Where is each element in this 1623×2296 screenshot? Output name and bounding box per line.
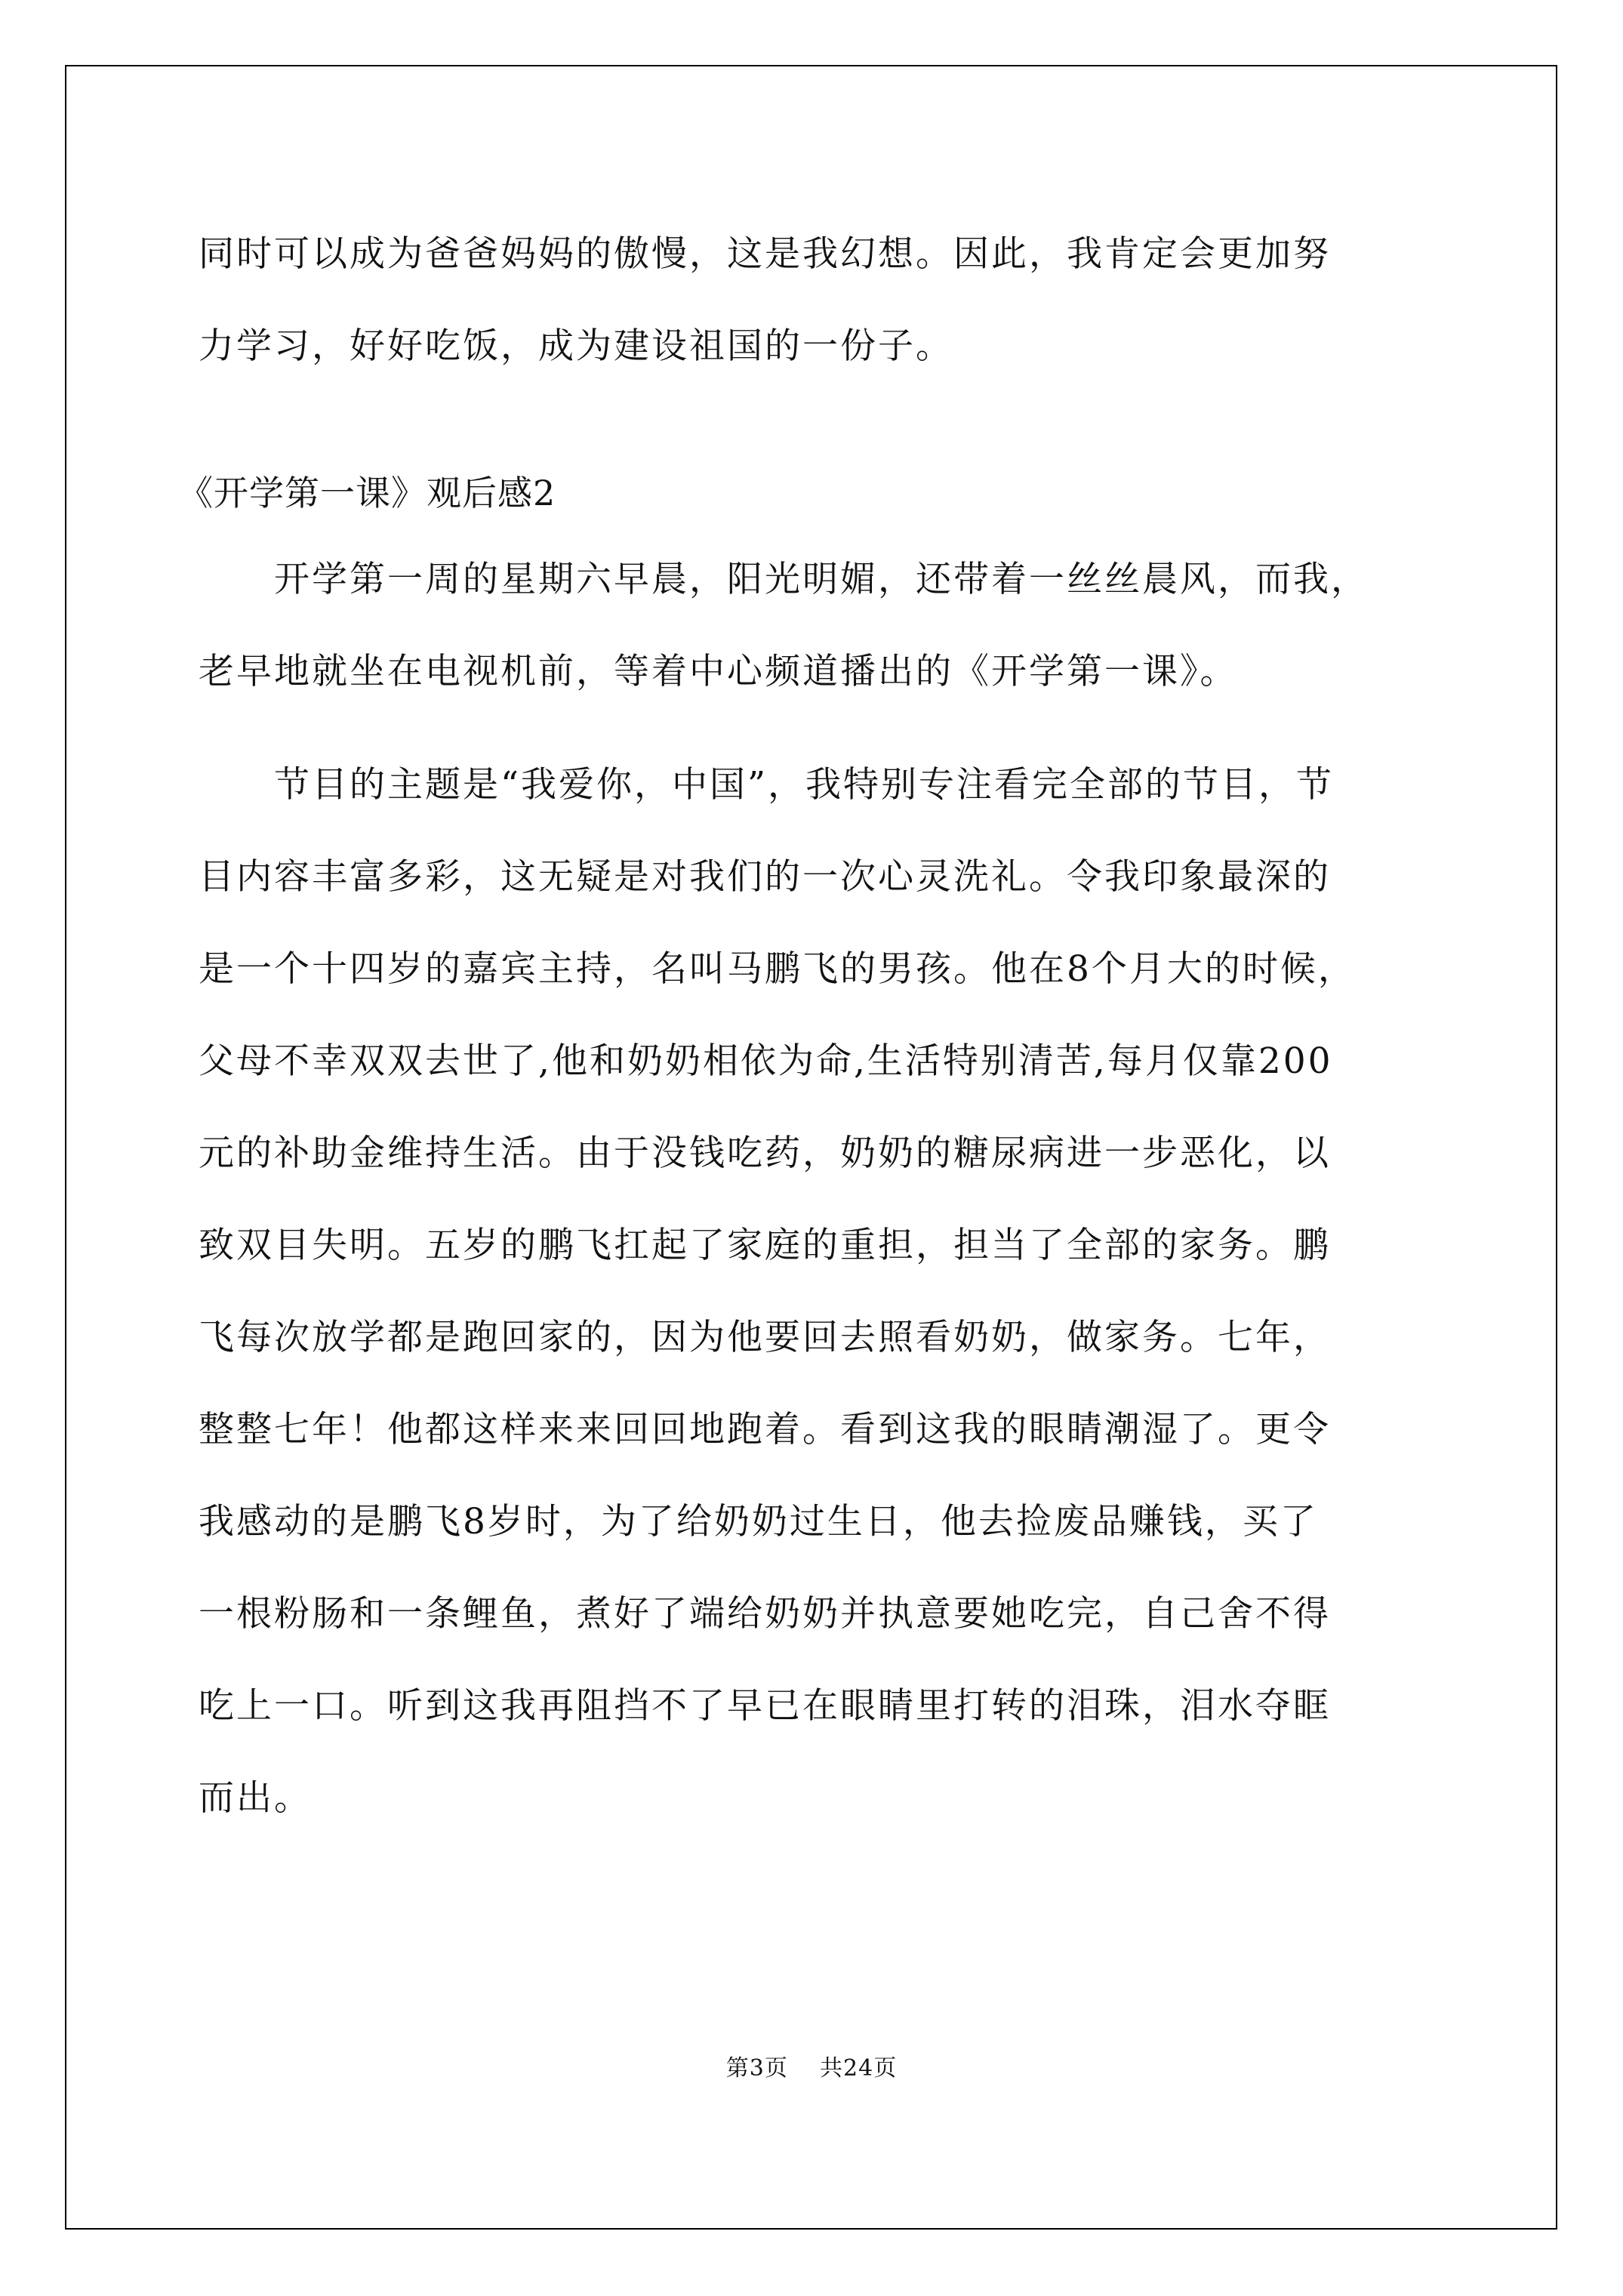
page-total: 共24页: [820, 2055, 898, 2082]
paragraph2-line-9: 我感动的是鹏飞8岁时，为了给奶奶过生日，他去捡废品赚钱，买了: [199, 1501, 1318, 1542]
page-footer: [0, 2054, 1623, 2084]
paragraph2-line-11: 吃上一口。听到这我再阻挡不了早已在眼睛里打转的泪珠，泪水夺眶: [199, 1685, 1331, 1727]
paragraph2-line-5: 元的补助金维持生活。由于没钱吃药，奶奶的糖尿病进一步恶化，以: [199, 1133, 1331, 1174]
intro-line-2: 力学习，好好吃饭，成为建设祖国的一份子。: [199, 325, 953, 367]
intro-line-1: 同时可以成为爸爸妈妈的傲慢，这是我幻想。因此，我肯定会更加努: [199, 233, 1331, 275]
paragraph2-line-8: 整整七年！他都这样来来回回地跑着。看到这我的眼睛潮湿了。更令: [199, 1409, 1331, 1450]
paragraph2-line-1: 节目的主题是“我爱你，中国”，我特别专注看完全部的节目，节: [199, 764, 1335, 806]
paragraph2-line-2: 目内容丰富多彩，这无疑是对我们的一次心灵洗礼。令我印象最深的: [199, 856, 1331, 898]
page-number: 第3页: [725, 2055, 788, 2082]
paragraph2-line-12: 而出。: [199, 1777, 312, 1819]
paragraph2-line-10: 一根粉肠和一条鲤鱼，煮好了端给奶奶并执意要她吃完，自己舍不得: [199, 1593, 1331, 1635]
paragraph2-line-3: 是一个十四岁的嘉宾主持，名叫马鹏飞的男孩。他在8个月大的时候，: [199, 948, 1356, 990]
paragraph2-line-7: 飞每次放学都是跑回家的，因为他要回去照看奶奶，做家务。七年，: [199, 1317, 1331, 1358]
section-title: 《开学第一课》观后感2: [178, 473, 556, 513]
paragraph1-line-2: 老早地就坐在电视机前，等着中心频道播出的《开学第一课》。: [199, 651, 1238, 692]
paragraph2-line-4: 父母不幸双双去世了,他和奶奶相依为命,生活特别清苦,每月仅靠200: [199, 1040, 1333, 1082]
paragraph2-line-6: 致双目失明。五岁的鹏飞扛起了家庭的重担，担当了全部的家务。鹏: [199, 1225, 1331, 1266]
paragraph1-line-1: 开学第一周的星期六早晨，阳光明媚，还带着一丝丝晨风，而我，: [199, 559, 1369, 600]
